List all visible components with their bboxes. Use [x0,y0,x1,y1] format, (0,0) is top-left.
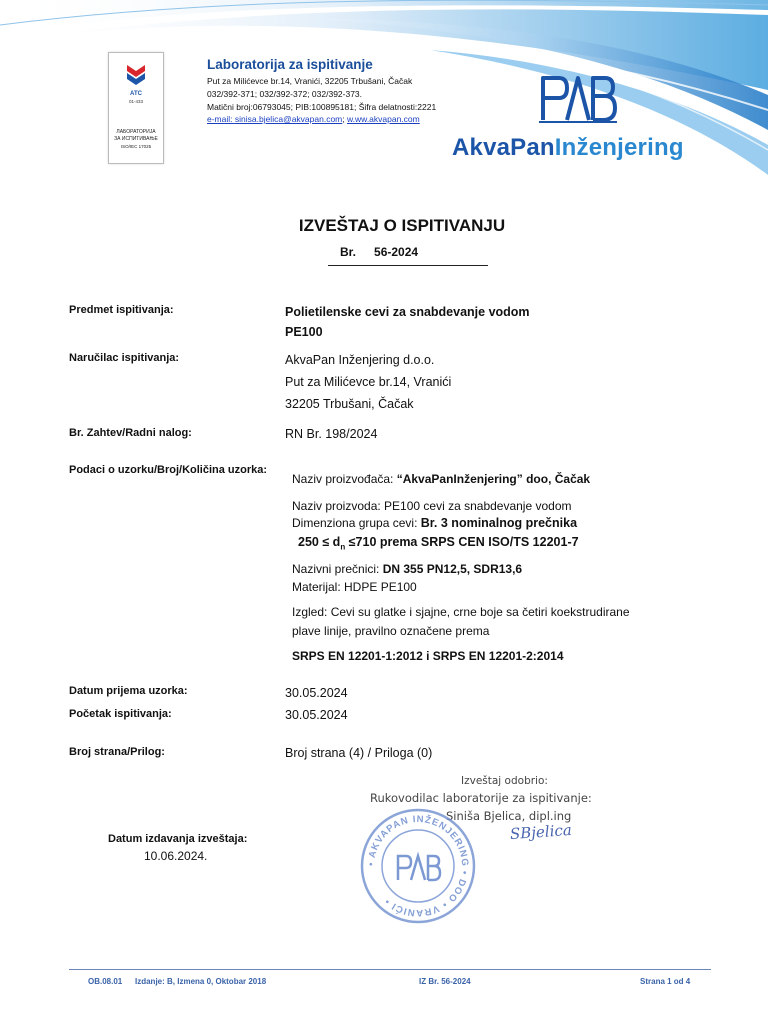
start-label: Početak ispitivanja: [69,708,172,720]
group-value: Br. 3 nominalnog prečnika [420,516,578,530]
received-value: 30.05.2024 [285,686,348,700]
stamp-ring-text: • AKVAPAN INŽENJERING • DOO • VRANIĆI • [365,813,471,919]
footer-edition: Izdanje: B, Izmena 0, Oktobar 2018 [135,977,267,986]
report-number-value: 56-2024 [374,245,419,259]
manufacturer-value: “AkvaPanInženjering” doo, Čačak [396,472,591,486]
product-row [292,499,572,513]
appearance-line-2: plave linije, pravilno označene prema [292,624,490,638]
lab-contacts [207,114,420,124]
diameter-label: Nazivni prečnici: [292,562,383,576]
client-line-2: Put za Milićevce br.14, Vranići [285,375,452,389]
material-value: HDPE PE100 [344,580,417,594]
stamp-logo-icon [398,856,440,880]
brand-name-b: Inženjering [554,134,684,161]
group-row [292,516,577,530]
product-value: PE100 cevi za snabdevanje vodom [384,499,572,513]
client-line-1: AkvaPan Inženjering d.o.o. [285,353,435,367]
diameter-row [292,562,522,576]
website-link[interactable]: w.ww.akvapan.com [346,114,420,124]
atc-number: 01-433 [128,99,143,104]
footer-divider [69,969,711,970]
issue-date: 10.06.2024. [144,849,208,863]
lab-phones: 032/392-371; 032/392-372; 032/392-373. [207,89,363,99]
brand-name-a: AkvaPan [452,134,555,161]
range-part-a: 250 ≤ d [298,535,341,549]
lab-title: Laboratorija za ispitivanje [207,57,373,72]
pages-label: Broj strana/Prilog: [69,746,165,758]
akvapan-logo-icon [537,70,619,126]
atc-logo-icon [124,61,148,87]
atc-line-2: ЗА ИСПИТИВАЊЕ [114,136,158,142]
manufacturer-label: Naziv proizvođača: [292,472,397,486]
diameter-range [298,535,579,552]
lab-address: Put za Milićevce br.14, Vranići, 32205 Trbušani, Čačak [207,76,413,86]
report-number [340,245,418,259]
logo-text: PAB [578,90,580,91]
product-label: Naziv proizvoda: [292,499,385,513]
accreditation-badge [108,52,164,164]
appearance-row [292,605,630,619]
subject-line-2: PE100 [285,325,323,339]
material-label: Materijal: [292,580,345,594]
approval-name: Siniša Bjelica, dipl.ing [446,809,572,823]
range-subscript: n [340,542,346,552]
start-value: 30.05.2024 [285,708,348,722]
received-label: Datum prijema uzorka: [69,685,188,697]
signature: SBjelica [509,820,573,844]
stamp-center-text: PAB [418,894,420,895]
contact-separator: ; [342,114,347,124]
sample-label: Podaci o uzorku/Broj/Količina uzorka: [69,464,268,476]
atc-code: АТС [129,91,143,97]
subject-label: Predmet ispitivanja: [69,304,174,316]
range-part-b: ≤710 prema SRPS CEN ISO/TS 12201-7 [345,535,579,549]
order-value: RN Br. 198/2024 [285,427,378,441]
footer-form: OB.08.01 [88,977,123,986]
order-label: Br. Zahtev/Radni nalog: [69,427,192,439]
atc-line-3: ISO/IEC 17025 [120,144,152,149]
material-row [292,580,417,594]
report-number-underline [328,265,488,266]
pages-value: Broj strana (4) / Priloga (0) [285,746,433,760]
report-title: IZVEŠTAJ O ISPITIVANJU [298,216,506,235]
issue-label: Datum izdavanja izveštaja: [108,833,248,845]
client-label: Naručilac ispitivanja: [69,352,180,364]
footer-page: Strana 1 od 4 [640,977,691,986]
report-number-label: Br. [340,245,357,259]
appearance-line-1: Cevi su glatke i sjajne, crne boje sa četiri koekstrudirane [330,605,630,619]
approval-title: Izveštaj odobrio: [461,775,548,787]
manufacturer-row [292,472,590,486]
group-label: Dimenziona grupa cevi: [292,516,421,530]
lab-ids: Matični broj:06793045; PIB:100895181; Šifra delatnosti:2221 [207,102,437,112]
standard: SRPS EN 12201-1:2012 i SRPS EN 12201-2:2014 [292,649,564,663]
approval-role: Rukovodilac laboratorije za ispitivanje: [370,791,592,805]
diameter-value: DN 355 PN12,5, SDR13,6 [382,562,523,576]
client-line-3: 32205 Trbušani, Čačak [285,397,414,411]
company-stamp [358,806,478,926]
subject-line-1: Polietilenske cevi za snabdevanje vodom [285,305,530,319]
email-link[interactable]: sinisa.bjelica@akvapan.com [234,114,343,124]
email-prefix: e-mail: [207,114,235,124]
brand-name [452,134,684,162]
footer-ref: IZ Br. 56-2024 [419,977,471,986]
appearance-label: Izgled: [292,605,331,619]
atc-line-1: ЛАБОРАТОРИЈА [116,129,156,135]
